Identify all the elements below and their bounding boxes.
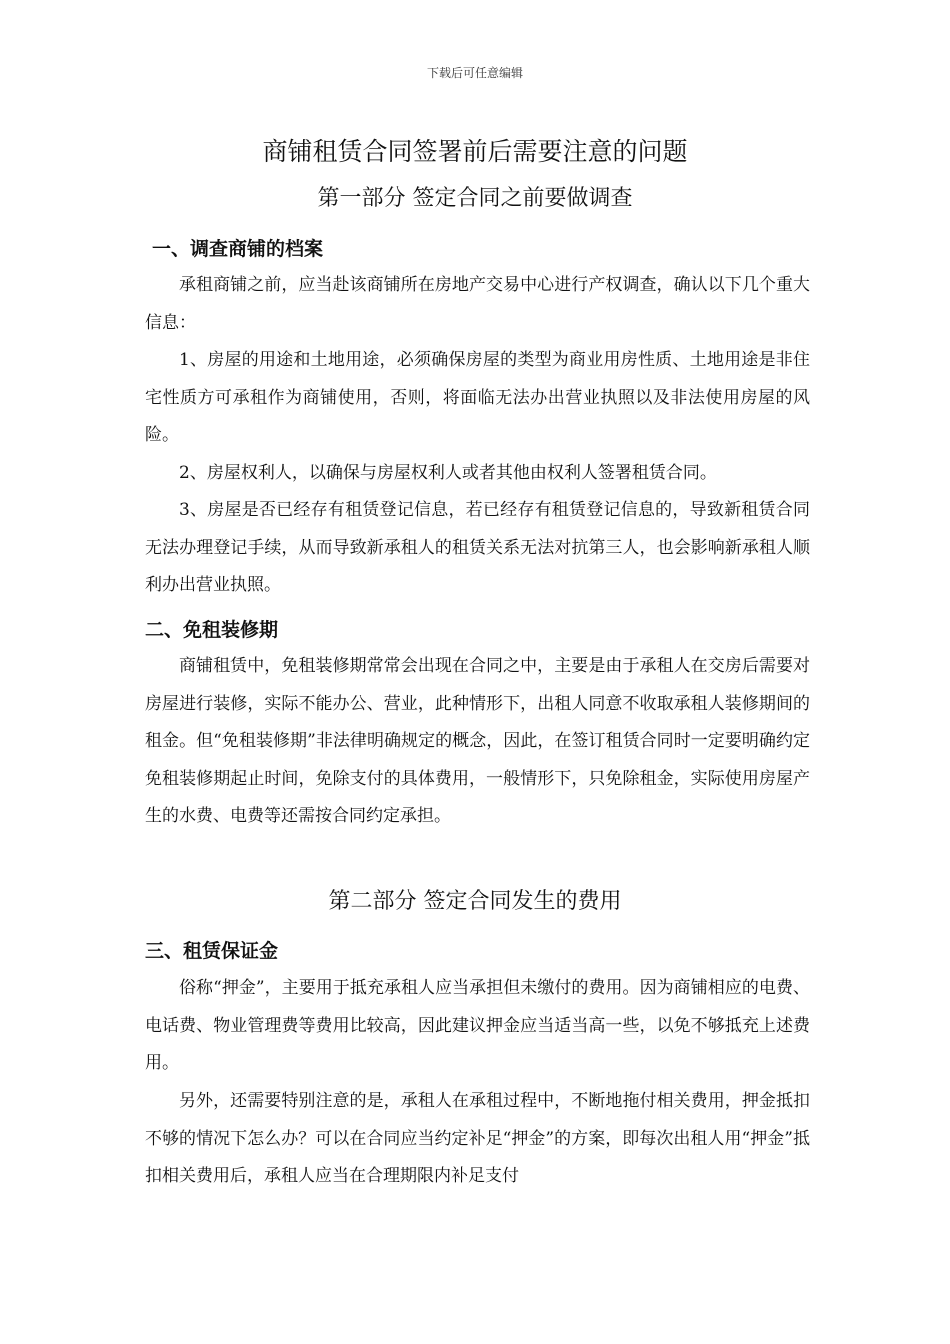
section3-paragraph: 另外，还需要特别注意的是，承租人在承租过程中，不断地拖付相关费用，押金抵扣不够的情况下怎么办？可以在合同应当约定补足“押金”的方案，即每次出租人用“押金”抵扣相关费用后，承租人应当在合理期限内补足支付 (145, 1091, 810, 1187)
document-title: 商铺租赁合同签署前后需要注意的问题 (262, 137, 688, 166)
section3-heading: 三、租赁保证金 (145, 940, 279, 962)
section3-paragraph: 俗称“押金”，主要用于抵充承租人应当承担但未缴付的费用。因为商铺相应的电费、电话费、物业管理费等费用比较高，因此建议押金应当适当高一些，以免不够抵充上述费用。 (145, 978, 810, 1074)
section1-paragraph: 1、房屋的用途和土地用途，必须确保房屋的类型为商业用房性质、土地用途是非住宅性质方可承租作为商铺使用，否则，将面临无法办出营业执照以及非法使用房屋的风险。 (145, 350, 810, 446)
section2-paragraph: 商铺租赁中，免租装修期常常会出现在合同之中，主要是由于承租人在交房后需要对房屋进行装修，实际不能办公、营业，此种情形下，出租人同意不收取承租人装修期间的租金。但“免租装修期”非法律明确规定的概念，因此，在签订租赁合同时一定要明确约定免租装修期起止时间，免除支付的具体费用，一般情形下，只免除租金，实际使用房屋产生的水费、电费等还需按合同约定承担。 (145, 656, 810, 827)
section1-heading: 一、调查商铺的档案 (152, 238, 324, 260)
section2-heading: 二、免租装修期 (145, 619, 279, 641)
part1-title: 第一部分 签定合同之前要做调查 (317, 186, 633, 211)
header-note: 下载后可任意编辑 (426, 66, 523, 80)
section1-paragraph: 2、房屋权利人，以确保与房屋权利人或者其他由权利人签署租赁合同。 (179, 463, 717, 483)
section1-paragraph: 承租商铺之前，应当赴该商铺所在房地产交易中心进行产权调查，确认以下几个重大信息： (145, 275, 810, 333)
part2-title: 第二部分 签定合同发生的费用 (328, 889, 622, 914)
section1-paragraph: 3、房屋是否已经存有租赁登记信息，若已经存有租赁登记信息的，导致新租赁合同无法办理登记手续，从而导致新承租人的租赁关系无法对抗第三人，也会影响新承租人顺利办出营业执照。 (145, 500, 810, 596)
